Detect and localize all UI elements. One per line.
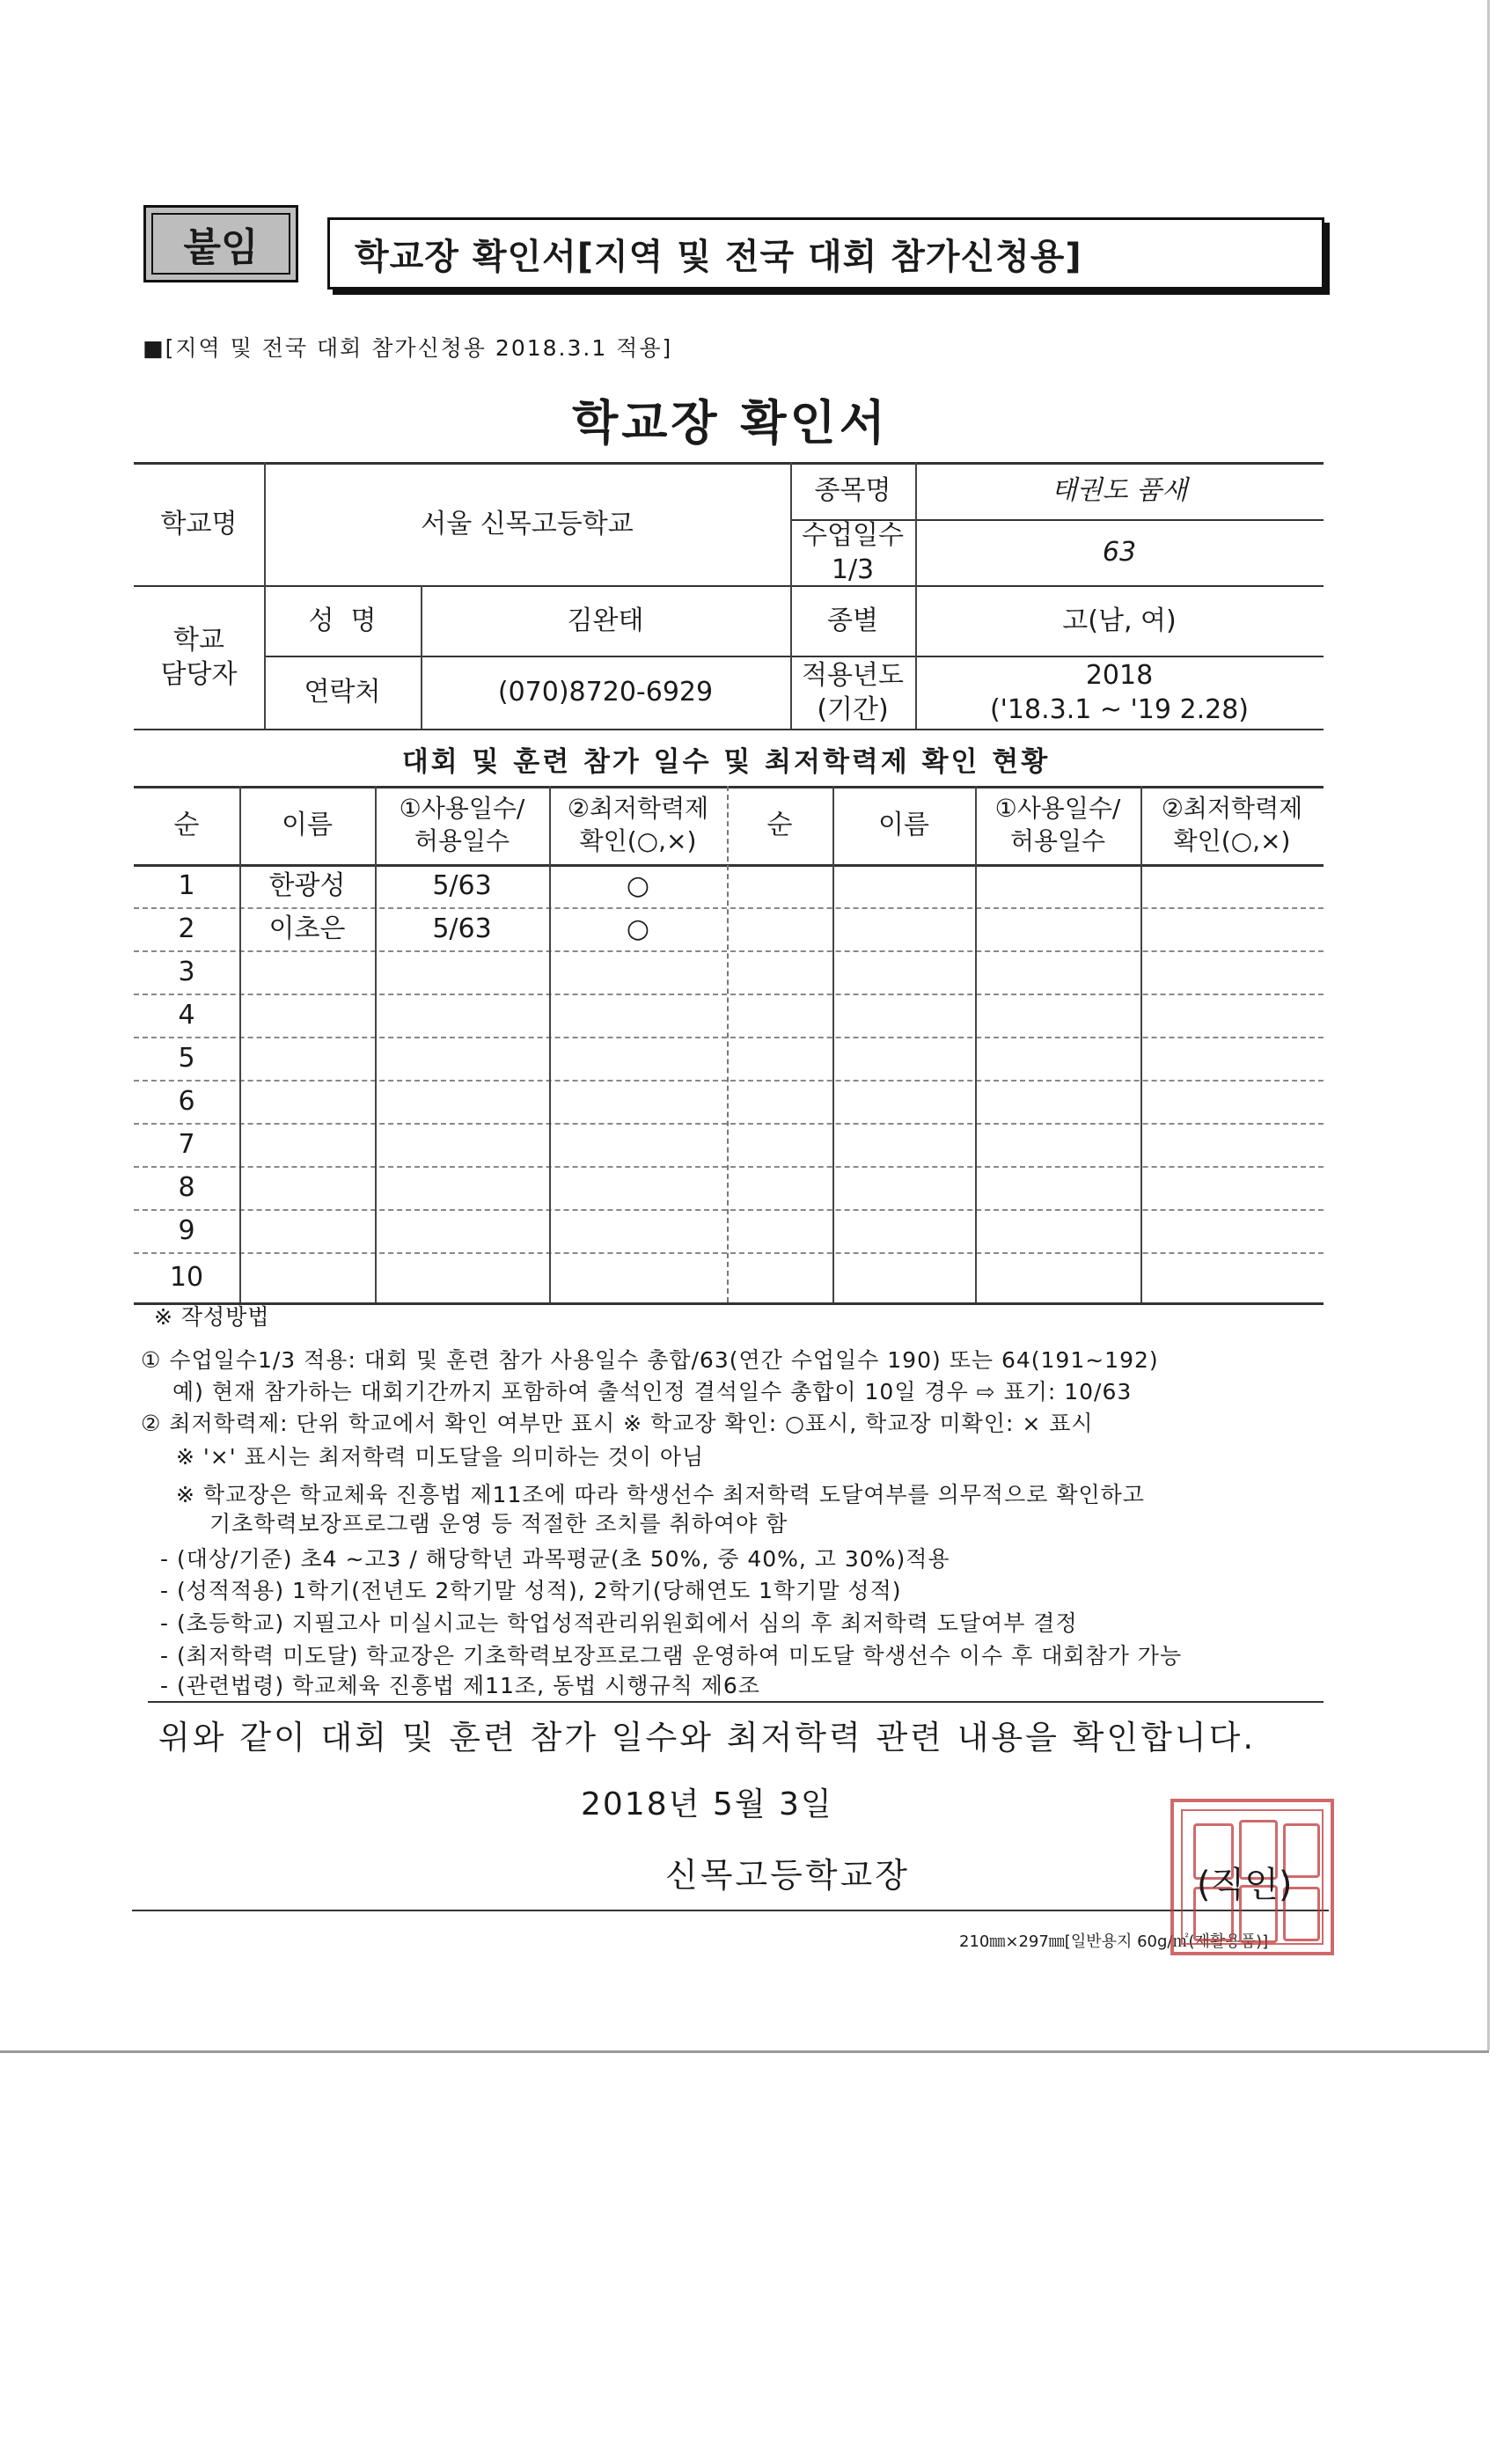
period-label-line1: 적용년도: [802, 659, 904, 691]
school-days-label: [790, 519, 915, 585]
scan-right-edge: [1487, 0, 1490, 2050]
col-header-no: 순: [173, 810, 200, 840]
staff-label: [134, 585, 264, 729]
col-header-days-line1: ①사용일수/: [399, 794, 525, 824]
table-row-name: 한광성: [268, 870, 346, 901]
table-row-no: 9: [178, 1215, 195, 1246]
table-row-no: 4: [178, 1000, 195, 1030]
note-line: - (관련법령) 학교체육 진흥법 제11조, 동법 시행규칙 제6조: [160, 1673, 760, 1698]
col-header-days: [375, 786, 549, 864]
page-title: 학교장 확인서: [572, 395, 889, 451]
confirmation-statement: 위와 같이 대회 및 훈련 참가 일수와 최저학력 관련 내용을 확인합니다.: [158, 1719, 1257, 1756]
col-header-min-right-line1: ②최저학력제: [1161, 794, 1303, 824]
category-label: 종별: [827, 605, 878, 636]
col-header-days-right-line2: 허용일수: [1009, 825, 1106, 855]
staff-label-line2: 담당자: [160, 658, 238, 690]
contact-value: (070)8720-6929: [497, 677, 714, 708]
attachment-tag: [143, 205, 298, 282]
table-row-name: 이초은: [268, 913, 346, 944]
table-row-days: 5/63: [432, 913, 492, 944]
col-header-days-right-line1: ①사용일수/: [994, 794, 1121, 824]
note-line: ① 수업일수1/3 적용: 대회 및 훈련 참가 사용일수 총합/63(연간 수업일수 190) 또는 64(191~192): [141, 1347, 1159, 1373]
note-line: ② 최저학력제: 단위 학교에서 확인 여부만 표시 ※ 학교장 확인: ○표시, 학교장 미확인: × 표시: [141, 1411, 1094, 1436]
scan-bottom-edge: [0, 2050, 1489, 2053]
col-header-days-right: [975, 786, 1140, 864]
event-label: 종목명: [814, 475, 891, 506]
note-line: - (초등학교) 지필고사 미실시교는 학업성적관리위원회에서 심의 후 최저학력 도달여부 결정: [160, 1610, 1078, 1636]
table-row-no: 5: [178, 1043, 195, 1074]
signer-title: 신목고등학교장: [665, 1856, 910, 1895]
sub-note: ■[지역 및 전국 대회 참가신청용 2018.3.1 적용]: [143, 335, 673, 361]
col-header-min-right-line2: 확인(○,×): [1173, 825, 1291, 855]
issue-date: 2018년 5월 3일: [581, 1786, 833, 1822]
period-label: [790, 656, 915, 729]
table-row-no: 8: [178, 1172, 195, 1203]
table-row-no: 2: [178, 913, 195, 944]
note-line: - (대상/기준) 초4 ~고3 / 해당학년 과목평균(초 50%, 중 40%, 고 30%)적용: [160, 1546, 950, 1572]
period-value-range: ('18.3.1 ~ '19 2.28): [989, 693, 1250, 725]
staff-name-value: 김완태: [567, 605, 644, 636]
contact-label: 연락처: [304, 677, 381, 708]
category-value: 고(남, 여): [1062, 605, 1177, 636]
school-days-value: 63: [1102, 537, 1137, 568]
note-line: - (최저학력 미도달) 학교장은 기초학력보장프로그램 운영하여 미도달 학생선수 이수 후 대회참가 가능: [160, 1643, 1183, 1668]
table-row-no: 6: [178, 1086, 195, 1117]
section-title: 대회 및 훈련 참가 일수 및 최저학력제 확인 현황: [401, 745, 1051, 778]
period-value-year: 2018: [1085, 659, 1154, 691]
table-row-check: ○: [626, 913, 650, 944]
table-row-no: 10: [169, 1262, 204, 1293]
note-line: - (성적적용) 1학기(전년도 2학기말 성적), 2학기(당해연도 1학기말 성적): [160, 1578, 902, 1603]
seal-label: (직인): [1197, 1865, 1293, 1905]
attachment-tag-text: 붙임: [183, 225, 259, 270]
note-line: ※ 작성방법: [154, 1304, 270, 1330]
table-row-check: ○: [626, 870, 650, 901]
document-header-title: 학교장 확인서[지역 및 전국 대회 참가신청용]: [327, 217, 1324, 290]
paper-spec: 210㎜×297㎜[일반용지 60g/㎡(재활용품)]: [959, 1932, 1269, 1951]
period-label-line2: (기간): [817, 693, 889, 725]
note-line: ※ 학교장은 학교체육 진흥법 제11조에 따라 학생선수 최저학력 도달여부를 의무적으로 확인하고: [176, 1482, 1145, 1507]
col-header-days-line2: 허용일수: [414, 825, 510, 855]
period-value: [915, 656, 1324, 729]
note-line: 예) 현재 참가하는 대회기간까지 포함하여 출석인정 결석일수 총합이 10일 경우 ⇨ 표기: 10/63: [172, 1379, 1133, 1404]
school-name-value: 서울 신목고등학교: [421, 508, 634, 539]
note-line: 기초학력보장프로그램 운영 등 적절한 조치를 취하여야 함: [209, 1511, 788, 1536]
table-row-days: 5/63: [432, 870, 492, 901]
col-header-name-right: 이름: [878, 810, 929, 840]
table-row-no: 3: [178, 957, 195, 987]
notes-divider: [148, 1701, 1324, 1703]
col-header-min-line1: ②최저학력제: [567, 794, 709, 824]
col-header-min-right: [1140, 786, 1324, 864]
school-days-label-line2: 1/3: [831, 554, 875, 585]
note-line: ※ '×' 표시는 최저학력 미도달을 의미하는 것이 아님: [176, 1444, 705, 1470]
staff-label-line1: 학교: [173, 624, 224, 656]
event-value: 태권도 품새: [1051, 475, 1188, 506]
col-header-no-right: 순: [766, 810, 793, 840]
school-days-label-line1: 수업일수: [802, 519, 904, 551]
col-header-min-line2: 확인(○,×): [579, 825, 697, 855]
staff-name-label: 성 명: [308, 605, 377, 636]
col-header-min: [549, 786, 727, 864]
school-name-label: 학교명: [160, 508, 238, 539]
table-row-no: 1: [178, 870, 195, 901]
footer-divider: [132, 1910, 1329, 1911]
col-header-name: 이름: [282, 810, 333, 840]
table-row-no: 7: [178, 1129, 195, 1160]
